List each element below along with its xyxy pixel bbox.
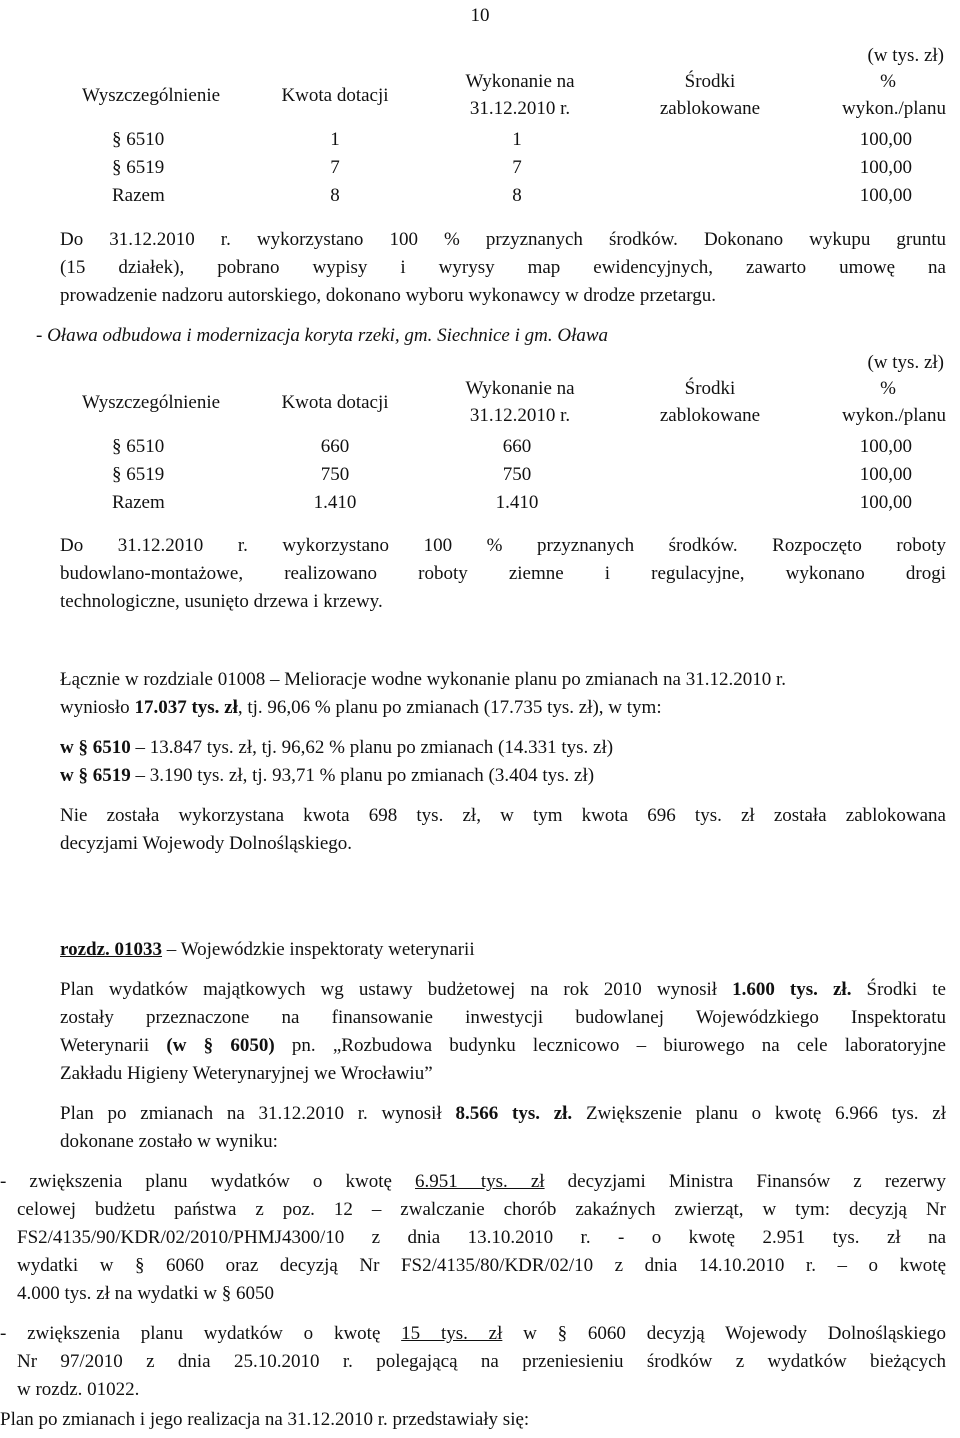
plan-amount: 1.600 tys. zł. [732,979,852,1000]
header-srodki-line1: Środki [684,71,736,92]
summary-paragraph-code: w § 6519 [60,765,131,786]
summary-line [60,734,946,761]
row-procent: 100,00 [859,129,912,150]
paragraph-line: Do 31.12.2010 r. wykorzystano 100 % przyznanych środków. Rozpoczęto roboty [60,535,946,556]
bullet-text: - zwiększenia planu wydatków o kwotę [0,1323,402,1344]
header-procent-line1: % [880,71,896,92]
bullet-amount: 15 tys. zł [401,1323,503,1344]
summary-text: wyniosło [60,697,135,718]
row-procent: 100,00 [859,436,912,457]
header-wykonanie [420,68,620,122]
plan-text: pn. „Rozbudowa budynku lecznicowo – biurowego na cele laboratoryjne [274,1035,946,1056]
plan-amount: 8.566 tys. zł. [455,1103,573,1124]
row-procent: 100,00 [859,464,912,485]
header-srodki-zablokowane [620,375,800,429]
table-unit: (w tys. zł) [867,352,944,373]
header-srodki-zablokowane [620,68,800,122]
summary-line [60,694,946,721]
row-name: § 6510 [112,436,165,457]
paragraph-line: (15 działek), pobrano wypisy i wyrysy map ewidencyjnych, zawarto umowę na [60,257,946,278]
bullet-amount: 6.951 tys. zł [415,1171,545,1192]
header-wyszczegolnienie: Wyszczególnienie [81,392,221,413]
summary-text: , tj. 96,06 % planu po zmianach (17.735 tys. zł), w tym: [237,697,662,718]
plan-line [60,976,946,1003]
summary-line: decyzjami Wojewody Dolnośląskiego. [60,833,353,854]
plan-text: Zwiększenie planu o kwotę 6.966 tys. zł [572,1103,946,1124]
bullet-line: wydatki w § 6060 oraz decyzją Nr FS2/4135/80/KDR/02/10 z dnia 14.10.2010 r. – o kwotę [17,1255,946,1276]
bullet-text: decyzjami Ministra Finansów z rezerwy [544,1171,947,1192]
row-procent: 100,00 [859,157,912,178]
paragraph-line: budowlano-montażowe, realizowano roboty ziemne i regulacyjne, wykonano drogi [60,563,946,584]
header-wykonanie-line2: 31.12.2010 r. [469,98,571,119]
table-unit: (w tys. zł) [867,45,944,66]
row-kwota: 1.410 [313,492,357,513]
plan-line [60,1032,946,1059]
plan-line: Zakładu Higieny Weterynaryjnej we Wrocławiu” [60,1063,433,1084]
header-srodki-line2: zablokowane [659,405,761,426]
paragraph-line: Do 31.12.2010 r. wykorzystano 100 % przyznanych środków. Dokonano wykupu gruntu [60,229,946,250]
header-procent [800,375,952,429]
plan-line: zostały przeznaczone na finansowanie inwestycji budowlanej Wojewódzkiego Inspektoratu [60,1007,946,1028]
table-dotacja-2 [52,349,952,513]
row-name: § 6510 [112,129,165,150]
row-procent: 100,00 [859,185,912,206]
summary-text: – 3.190 tys. zł, tj. 93,71 % planu po zmianach (3.404 tys. zł) [130,765,595,786]
row-procent: 100,00 [859,492,912,513]
summary-line: Łącznie w rozdziale 01008 – Melioracje wodne wykonanie planu po zmianach na 31.12.2010 r. [60,669,786,690]
task-heading: - Oława odbudowa i modernizacja koryta rzeki, gm. Siechnice i gm. Oława [36,325,609,346]
row-wykonanie: 7 [512,157,522,178]
row-kwota: 1 [330,129,340,150]
bullet-text: w § 6060 decyzją Wojewody Dolnośląskiego [502,1323,946,1344]
row-wykonanie: 1 [512,129,522,150]
section-title: – Wojewódzkie inspektoraty weterynarii [162,939,475,960]
header-wykonanie-line1: Wykonanie na [465,378,575,399]
plan-text: Plan po zmianach na 31.12.2010 r. wynosił [60,1103,456,1124]
header-procent-line2: wykon./planu [842,405,946,426]
bullet-line: 4.000 tys. zł na wydatki w § 6050 [17,1283,275,1304]
header-wykonanie [420,375,620,429]
paragraph-line: technologiczne, usunięto drzewa i krzewy. [60,591,383,612]
plan-text: Środki te [851,979,946,1000]
header-wyszczegolnienie: Wyszczególnienie [81,85,221,106]
row-kwota: 750 [320,464,350,485]
header-procent-line2: wykon./planu [842,98,946,119]
header-kwota-dotacji: Kwota dotacji [281,85,389,106]
header-procent [800,68,952,122]
row-wykonanie: 1.410 [495,492,539,513]
row-name: Razem [112,492,165,513]
row-name: § 6519 [112,464,165,485]
summary-text: – 13.847 tys. zł, tj. 96,62 % planu po zmianach (14.331 tys. zł) [130,737,614,758]
row-kwota: 660 [320,436,350,457]
summary-total-amount: 17.037 tys. zł [134,697,238,718]
summary-line: Nie została wykorzystana kwota 698 tys. zł, w tym kwota 696 tys. zł została zablokowana [60,805,946,826]
bullet-line: Nr 97/2010 z dnia 25.10.2010 r. polegającą na przeniesieniu środków z wydatków bieżących [17,1351,946,1372]
plan-paragraph-code: (w § 6050) [166,1035,275,1056]
section-heading [60,936,946,963]
row-wykonanie: 750 [502,464,532,485]
header-procent-line1: % [880,378,896,399]
table-dotacja-1 [52,42,952,206]
page-number: 10 [470,5,490,26]
section-code: rozdz. 01033 [60,939,163,960]
row-name: Razem [112,185,165,206]
row-kwota: 8 [330,185,340,206]
plan-line [60,1100,946,1127]
row-kwota: 7 [330,157,340,178]
header-wykonanie-line2: 31.12.2010 r. [469,405,571,426]
closing-line: Plan po zmianach i jego realizacja na 31.12.2010 r. przedstawiały się: [0,1409,530,1430]
row-name: § 6519 [112,157,165,178]
bullet-line [0,1320,946,1347]
row-wykonanie: 8 [512,185,522,206]
bullet-line [0,1168,946,1195]
bullet-line: w rozdz. 01022. [17,1379,140,1400]
summary-paragraph-code: w § 6510 [60,737,131,758]
plan-text: Plan wydatków majątkowych wg ustawy budżetowej na rok 2010 wynosił [60,979,733,1000]
header-srodki-line1: Środki [684,378,736,399]
header-kwota-dotacji: Kwota dotacji [281,392,389,413]
bullet-line: FS2/4135/90/KDR/02/2010/PHMJ4300/10 z dnia 13.10.2010 r. - o kwotę 2.951 tys. zł na [17,1227,946,1248]
paragraph-line: prowadzenie nadzoru autorskiego, dokonano wyboru wykonawcy w drodze przetargu. [60,285,716,306]
header-srodki-line2: zablokowane [659,98,761,119]
bullet-line: celowej budżetu państwa z poz. 12 – zwalczanie chorób zakaźnych zwierząt, w tym: decyzją Nr [17,1199,946,1220]
row-wykonanie: 660 [502,436,532,457]
summary-line [60,762,946,789]
plan-text: Weterynarii [60,1035,167,1056]
plan-line: dokonane zostało w wyniku: [60,1131,278,1152]
bullet-text: - zwiększenia planu wydatków o kwotę [0,1171,416,1192]
header-wykonanie-line1: Wykonanie na [465,71,575,92]
